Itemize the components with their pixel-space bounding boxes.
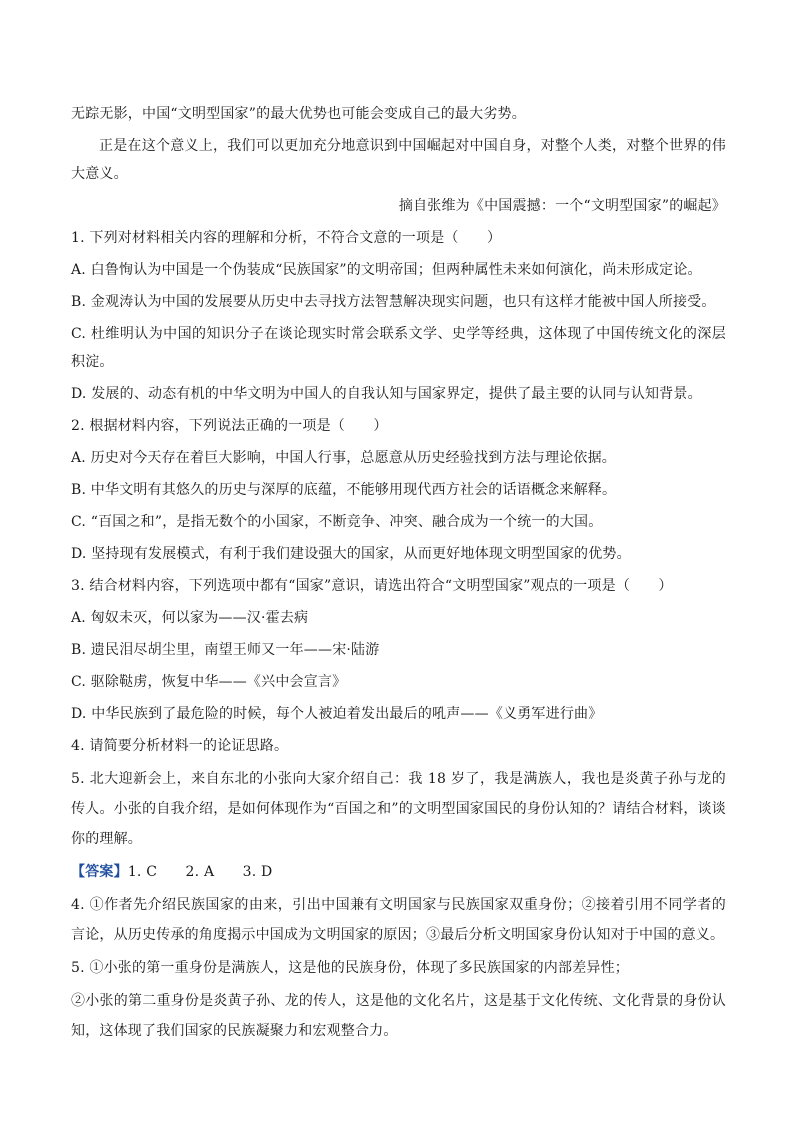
intro-line-1: 无踪无影，中国“文明型国家”的最大优势也可能会变成自己的最大劣势。 [71, 106, 526, 122]
question-2-option-a: A. 历史对今天存在着巨大影响，中国人行事，总愿意从历史经验找到方法与理论依据。 [71, 450, 617, 466]
question-2-option-b: B. 中华文明有其悠久的历史与深厚的底蕴，不能够用现代西方社会的话语概念来解释。 [71, 482, 617, 498]
question-1-option-b: B. 金观涛认为中国的发展要从历史中去寻找方法智慧解决现实问题，也只有这样才能被中国人所接受。 [71, 294, 716, 310]
question-2 [71, 412, 726, 568]
answer-5-part-1: 5. ①小张的第一重身份是满族人，这是他的民族身份，体现了多民族国家的内部差异性； [71, 960, 630, 976]
source-citation: 摘自张维为《中国震撼：一个“文明型国家”的崛起》 [398, 198, 726, 214]
question-3 [71, 572, 726, 728]
question-5-stem: 5. 北大迎新会上，来自东北的小张向大家介绍自己：我 18 岁了，我是满族人，我也是炎黄子孙与龙的传人。小张的自我介绍，是如何体现作为“百国之和”的文明型国家国民的身份认知的？请结合材料，谈谈你的理解。 [71, 771, 726, 847]
question-4-stem: 4. 请简要分析材料一的论证思路。 [71, 738, 289, 754]
question-3-stem: 3. 结合材料内容，下列选项中都有“国家”意识，请选出符合“文明型国家”观点的一项是（ ） [71, 578, 673, 594]
question-3-option-d: D. 中华民族到了最危险的时候，每个人被迫着发出最后的吼声——《义勇军进行曲》 [71, 706, 603, 722]
question-1-option-a: A. 白鲁恂认为中国是一个伪装成“民族国家”的文明帝国；但两种属性未来如何演化，尚未形成定论。 [71, 262, 702, 278]
question-1-option-d: D. 发展的、动态有机的中华文明为中国人的自我认知与国家界定，提供了最主要的认同与认知背景。 [71, 386, 702, 402]
question-1-stem: 1. 下列对材料相关内容的理解和分析，不符合文意的一项是（ ） [71, 230, 502, 246]
question-1-option-c: C. 杜维明认为中国的知识分子在谈论现实时常会联系文学、史学等经典，这体现了中国传统文化的深层积淀。 [71, 326, 726, 370]
answer-choices-line [71, 858, 726, 886]
question-2-option-d: D. 坚持现有发展模式，有利于我们建设强大的国家，从而更好地体现文明型国家的优势。 [71, 546, 631, 562]
question-3-option-a: A. 匈奴未灭，何以家为——汉·霍去病 [71, 610, 309, 626]
question-3-option-c: C. 驱除鞑虏，恢复中华——《兴中会宣言》 [71, 674, 347, 690]
answer-4: 4. ①作者先介绍民族国家的由来，引出中国兼有文明国家与民族国家双重身份；②接着引用不同学者的言论，从历史传承的角度揭示中国成为文明国家的原因；③最后分析文明国家身份认知对于中国的意义。 [71, 897, 726, 943]
answer-section [71, 858, 726, 1046]
question-3-option-b: B. 遗民泪尽胡尘里，南望王师又一年——宋·陆游 [71, 642, 380, 658]
answer-choices: 1. C 2. A 3. D [127, 864, 273, 880]
intro-paragraph-2: 正是在这个意义上，我们可以更加充分地意识到中国崛起对中国自身，对整个人类，对整个世界的伟大意义。 [71, 138, 726, 182]
question-1 [71, 224, 726, 408]
question-2-stem: 2. 根据材料内容，下列说法正确的一项是（ ） [71, 418, 388, 434]
answer-tag: 【答案】 [71, 864, 128, 880]
answer-5-part-2: ②小张的第二重身份是炎黄子孙、龙的传人，这是他的文化名片，这是基于文化传统、文化背景的身份认知，这体现了我们国家的民族凝聚力和宏观整合力。 [71, 993, 726, 1039]
question-2-option-c: C. “百国之和”，是指无数个的小国家，不断竞争、冲突、融合成为一个统一的大国。 [71, 514, 603, 530]
document-page [71, 100, 726, 1046]
